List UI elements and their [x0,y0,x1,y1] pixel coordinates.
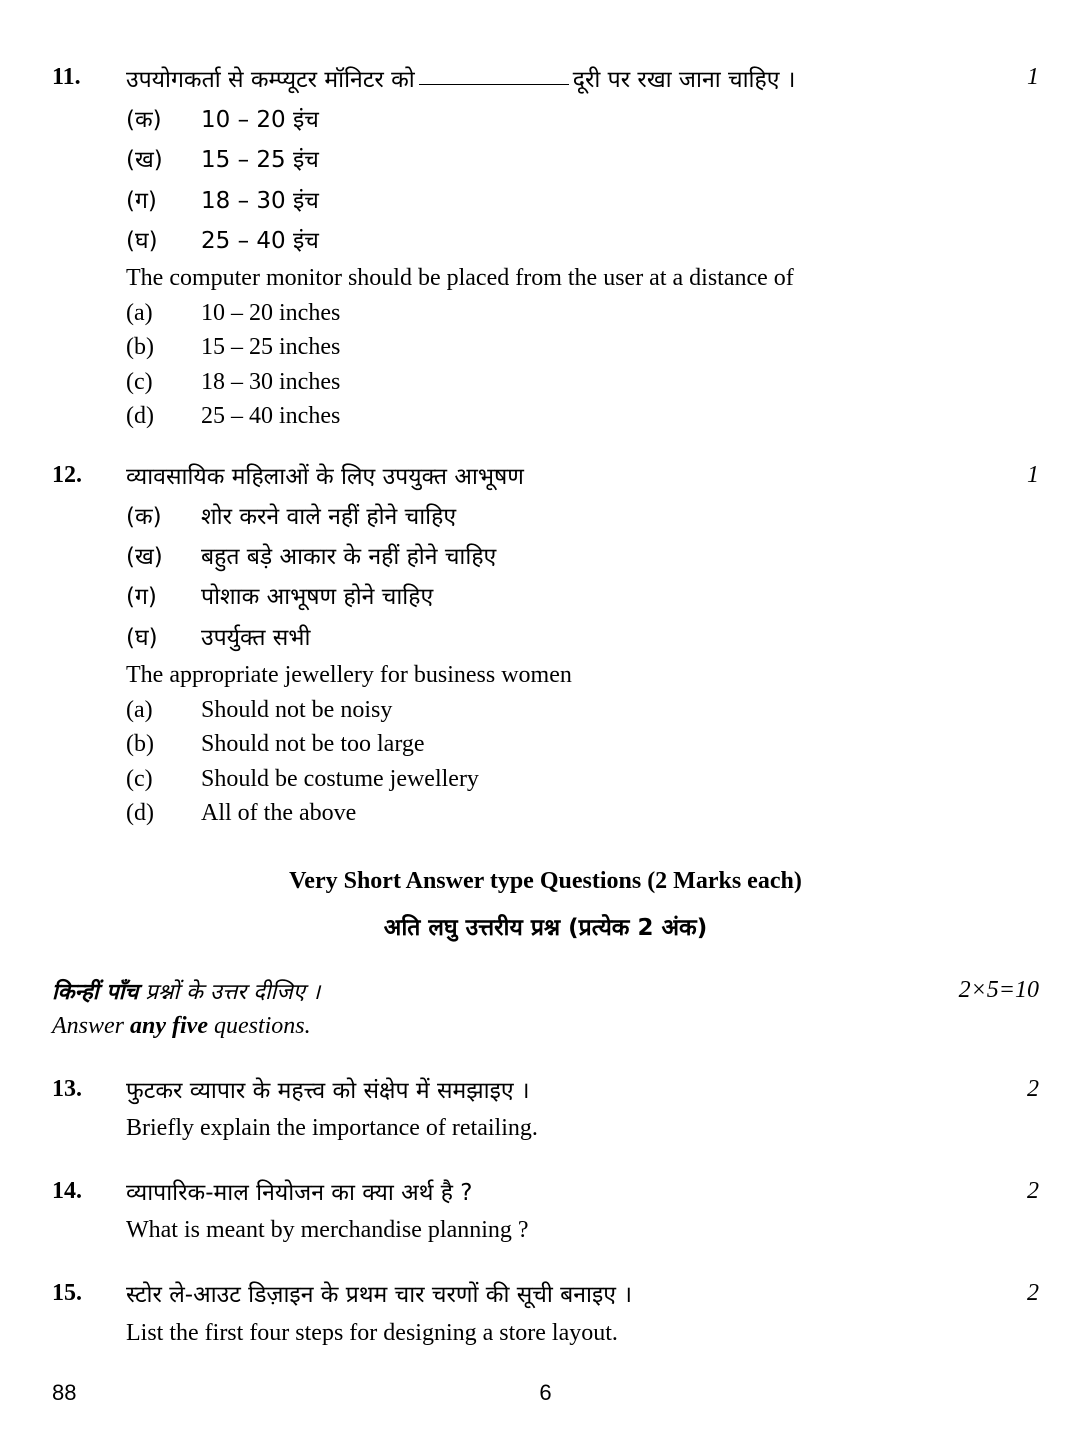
option-text: 15 – 25 इंच [201,147,319,173]
question-15-english-text: List the first four steps for designing a store layout. [126,1320,618,1346]
question-12-marks: 1 [1027,462,1039,488]
instruction-hindi-bold: किन्हीं पाँच [52,980,139,1005]
section-total-marks: 2×5=10 [958,977,1039,1003]
question-12-hindi-text: व्यावसायिक महिलाओं के लिए उपयुक्त आभूषण [126,464,524,490]
section-title-hindi: अति लघु उत्तरीय प्रश्न (प्रत्येक 2 अंक) [383,915,708,941]
page-number: 6 [539,1380,552,1405]
option-label: (घ) [126,228,158,254]
question-15-hindi-text: स्टोर ले-आउट डिज़ाइन के प्रथम चार चरणों की सूची बनाइए । [126,1282,633,1308]
instruction-english-bold: any five [130,1013,208,1039]
option-label: (ग) [126,188,157,214]
option-label: (ख) [126,544,163,570]
answer-blank [419,84,569,85]
question-14-hindi-text: व्यापारिक-माल नियोजन का क्या अर्थ है ? [126,1180,473,1206]
section-title-english: Very Short Answer type Questions (2 Marks each) [289,868,802,894]
question-11-english-text: The computer monitor should be placed from the user at a distance of [126,265,794,291]
question-13-hindi-text: फुटकर व्यापार के महत्त्व को संक्षेप में समझाइए । [126,1078,530,1104]
instruction-english [52,1013,311,1040]
option-text: 10 – 20 इंच [201,107,319,133]
instruction-english-pre: Answer [52,1013,124,1039]
option-text: Should not be noisy [201,697,393,723]
option-text: 18 – 30 इंच [201,188,319,214]
question-13-number: 13. [52,1076,82,1102]
question-15-number: 15. [52,1280,82,1306]
option-label: (क) [126,504,162,530]
option-label: (b) [126,334,154,360]
question-11-number: 11. [52,64,81,90]
option-label: (ग) [126,584,157,610]
option-label: (c) [126,766,153,792]
option-label: (d) [126,800,154,826]
question-11-hindi-text [126,62,795,94]
option-label: (d) [126,403,154,429]
question-11-hindi-post: दूरी पर रखा जाना चाहिए । [572,67,796,93]
option-text: पोशाक आभूषण होने चाहिए [201,584,434,610]
question-15-marks: 2 [1027,1280,1039,1306]
question-14-marks: 2 [1027,1178,1039,1204]
question-11-marks: 1 [1027,64,1039,90]
option-text: 10 – 20 inches [201,300,341,326]
question-14-english-text: What is meant by merchandise planning ? [126,1217,529,1243]
instruction-hindi [52,976,320,1006]
paper-code: 88 [52,1380,77,1405]
question-12-number: 12. [52,462,82,488]
option-text: उपर्युक्त सभी [201,625,311,651]
option-text: शोर करने वाले नहीं होने चाहिए [201,504,457,530]
option-label: (क) [126,107,162,133]
option-label: (घ) [126,625,158,651]
option-text: बहुत बड़े आकार के नहीं होने चाहिए [201,544,497,570]
option-text: 18 – 30 inches [201,369,341,395]
option-text: Should not be too large [201,731,425,757]
option-label: (ख) [126,147,163,173]
option-text: 25 – 40 इंच [201,228,319,254]
option-text: All of the above [201,800,357,826]
instruction-hindi-rest: प्रश्नों के उत्तर दीजिए । [145,980,321,1005]
question-13-marks: 2 [1027,1076,1039,1102]
question-12-english-text: The appropriate jewellery for business women [126,662,572,688]
instruction-english-post: questions. [213,1013,311,1039]
option-text: Should be costume jewellery [201,766,479,792]
option-label: (c) [126,369,153,395]
option-text: 25 – 40 inches [201,403,341,429]
question-11-hindi-pre: उपयोगकर्ता से कम्प्यूटर मॉनिटर को [126,67,415,93]
option-label: (a) [126,697,153,723]
question-13-english-text: Briefly explain the importance of retailing. [126,1115,538,1141]
question-14-number: 14. [52,1178,82,1204]
option-label: (a) [126,300,153,326]
option-label: (b) [126,731,154,757]
option-text: 15 – 25 inches [201,334,341,360]
